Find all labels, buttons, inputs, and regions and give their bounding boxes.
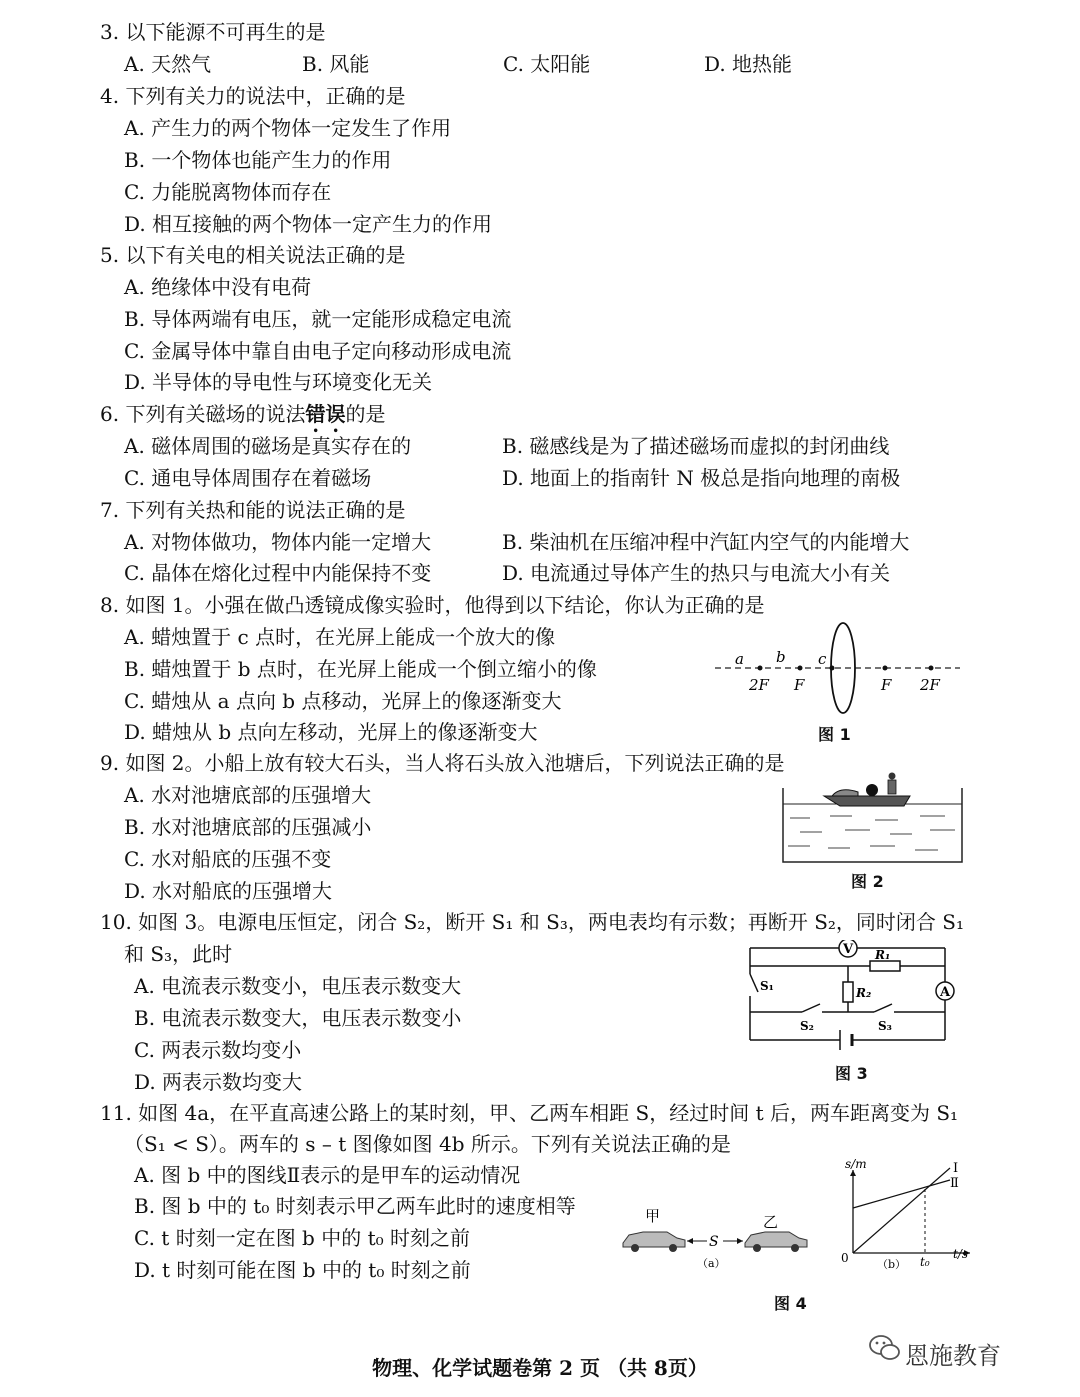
- q11-option-d: D. t 时刻可能在图 b 中的 t₀ 时刻之前: [134, 1258, 471, 1282]
- r1-label: R₁: [875, 948, 891, 962]
- boat-icon: [824, 796, 910, 806]
- q10-option-b: B. 电流表示数变大，电压表示数变小: [134, 1006, 462, 1030]
- q11-option-c: C. t 时刻一定在图 b 中的 t₀ 时刻之前: [134, 1226, 470, 1250]
- right-2f-label: 2F: [920, 676, 940, 694]
- q4-stem: 4. 下列有关力的说法中，正确的是: [100, 84, 406, 108]
- q8-option-c: C. 蜡烛从 a 点向 b 点移动，光屏上的像逐渐变大: [124, 689, 562, 713]
- line-II: [853, 1180, 950, 1208]
- s3-label: S₃: [878, 1019, 892, 1033]
- q3-option-a: A. 天然气: [124, 52, 212, 76]
- q7-option-c: C. 晶体在熔化过程中内能保持不变: [124, 561, 432, 585]
- q5-option-a: A. 绝缘体中没有电荷: [124, 275, 312, 299]
- figure-1-caption: 图 1: [818, 725, 851, 744]
- q6-option-d: D. 地面上的指南针 N 极总是指向地理的南极: [502, 466, 901, 490]
- q9-option-c: C. 水对船底的压强不变: [124, 847, 332, 871]
- s2-label: S₂: [800, 1019, 814, 1033]
- q10-option-c: C. 两表示数均变小: [134, 1038, 302, 1062]
- right-f-label: F: [881, 676, 892, 694]
- point-a-label: a: [735, 650, 744, 668]
- q9-stem: 9. 如图 2。小船上放有较大石头，当人将石头放入池塘后，下列说法正确的是: [100, 751, 785, 775]
- line-I: [853, 1168, 950, 1253]
- left-2f-label: 2F: [749, 676, 769, 694]
- q5-option-c: C. 金属导体中靠自由电子定向移动形成电流: [124, 339, 512, 363]
- q11-stem-line2: （S₁ < S）。两车的 s – t 图像如图 4b 所示。下列有关说法正确的是: [124, 1132, 731, 1156]
- q10-option-d: D. 两表示数均变大: [134, 1070, 303, 1094]
- q9-option-a: A. 水对池塘底部的压强增大: [124, 783, 372, 807]
- page-footer: 物理、化学试题卷第 2 页 （共 8页）: [372, 1356, 708, 1380]
- line-I-label: Ⅰ: [953, 1161, 959, 1176]
- q4-option-d: D. 相互接触的两个物体一定产生力的作用: [124, 212, 493, 236]
- person-icon: [888, 780, 896, 794]
- figure-4b-sublabel: （b）: [877, 1258, 907, 1271]
- q7-option-a: A. 对物体做功，物体内能一定增大: [124, 530, 432, 554]
- figure-1-lens-diagram: [715, 620, 965, 720]
- y-axis-label: s/m: [845, 1158, 867, 1171]
- q9-option-d: D. 水对船底的压强增大: [124, 879, 333, 903]
- origin-label: 0: [841, 1251, 849, 1265]
- stone-icon: [866, 784, 878, 796]
- q8-option-a: A. 蜡烛置于 c 点时，在光屏上能成一个放大的像: [124, 625, 556, 649]
- distance-s-label: S: [709, 1234, 719, 1250]
- s1-label: S₁: [760, 979, 774, 993]
- q7-option-b: B. 柴油机在压缩冲程中汽缸内空气的内能增大: [502, 530, 910, 554]
- q11-stem-line1: 11. 如图 4a，在平直高速公路上的某时刻，甲、乙两车相距 S，经过时间 t 后，两车距离变为 S₁: [100, 1101, 959, 1125]
- q10-stem-line1: 10. 如图 3。电源电压恒定，闭合 S₂，断开 S₁ 和 S₃，两电表均有示数；再断开 S₂，同时闭合 S₁: [100, 910, 964, 934]
- line-II-label: Ⅱ: [950, 1176, 959, 1191]
- car-jia-label: 甲: [645, 1207, 661, 1225]
- point-b-label: b: [776, 648, 786, 666]
- q4-option-c: C. 力能脱离物体而存在: [124, 180, 332, 204]
- q8-stem: 8. 如图 1。小强在做凸透镜成像实验时，他得到以下结论，你认为正确的是: [100, 593, 765, 617]
- q9-option-b: B. 水对池塘底部的压强减小: [124, 815, 372, 839]
- car-yi-icon: [745, 1232, 807, 1252]
- q5-stem: 5. 以下有关电的相关说法正确的是: [100, 243, 406, 267]
- q11-option-a: A. 图 b 中的图线Ⅱ表示的是甲车的运动情况: [134, 1163, 521, 1187]
- q6-option-b: B. 磁感线是为了描述磁场而虚拟的封闭曲线: [502, 434, 890, 458]
- figure-4a-sublabel: （a）: [697, 1257, 726, 1270]
- q8-option-b: B. 蜡烛置于 b 点时，在光屏上能成一个倒立缩小的像: [124, 657, 597, 681]
- figure-2-pond-boat: [780, 770, 965, 865]
- q10-stem-line2: 和 S₃，此时: [124, 942, 233, 966]
- figure-4a-cars: [615, 1205, 815, 1275]
- voltmeter-label: V: [843, 942, 854, 957]
- car-jia-icon: [623, 1232, 685, 1252]
- point-c-label: c: [818, 650, 827, 668]
- figure-4b-st-graph: [835, 1158, 975, 1273]
- q6-stem: [100, 402, 385, 437]
- q3-option-b: B. 风能: [302, 52, 370, 76]
- q4-option-a: A. 产生力的两个物体一定发生了作用: [124, 116, 452, 140]
- q3-option-c: C. 太阳能: [503, 52, 591, 76]
- q6-stem-pre: 6. 下列有关磁场的说法: [100, 402, 306, 426]
- q3-option-d: D. 地热能: [704, 52, 793, 76]
- figure-3-circuit: [740, 940, 965, 1058]
- watermark-text: 恩施教育: [905, 1342, 1001, 1370]
- q4-option-b: B. 一个物体也能产生力的作用: [124, 148, 392, 172]
- car-yi-label: 乙: [763, 1213, 779, 1231]
- q7-stem: 7. 下列有关热和能的说法正确的是: [100, 498, 406, 522]
- q8-option-d: D. 蜡烛从 b 点向左移动，光屏上的像逐渐变大: [124, 720, 538, 744]
- figure-3-caption: 图 3: [835, 1064, 868, 1083]
- x-axis-label: t/s: [953, 1247, 969, 1261]
- q6-option-c: C. 通电导体周围存在着磁场: [124, 466, 372, 490]
- q5-option-b: B. 导体两端有电压，就一定能形成稳定电流: [124, 307, 512, 331]
- r2-label: R₂: [856, 986, 872, 1000]
- left-f-label: F: [794, 676, 805, 694]
- t0-label: t₀: [920, 1255, 930, 1269]
- q10-option-a: A. 电流表示数变小，电压表示数变大: [134, 974, 462, 998]
- q6-option-a: A. 磁体周围的磁场是真实存在的: [124, 434, 412, 458]
- figure-4-caption: 图 4: [774, 1294, 807, 1313]
- q6-stem-emphasis: 错误: [305, 402, 346, 426]
- q6-stem-post: 的是: [345, 402, 386, 426]
- ammeter-label: A: [940, 985, 951, 1000]
- q5-option-d: D. 半导体的导电性与环境变化无关: [124, 370, 433, 394]
- figure-2-caption: 图 2: [851, 872, 884, 891]
- q3-stem: 3. 以下能源不可再生的是: [100, 20, 326, 44]
- wechat-icon: [868, 1333, 902, 1363]
- q11-option-b: B. 图 b 中的 t₀ 时刻表示甲乙两车此时的速度相等: [134, 1194, 576, 1218]
- q7-option-d: D. 电流通过导体产生的热只与电流大小有关: [502, 561, 891, 585]
